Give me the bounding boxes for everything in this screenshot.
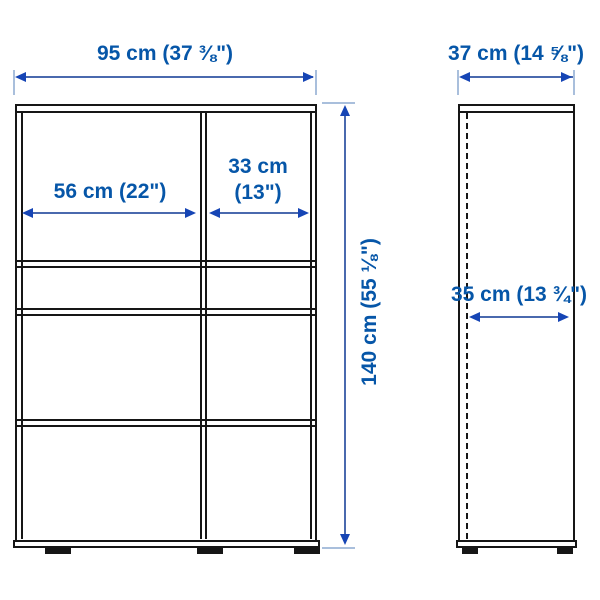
dim-extension-line [573,70,575,95]
side-foot-right [557,548,573,554]
front-shelf2-top-line [17,308,315,310]
arrow-right-icon [185,208,196,218]
dim-extension-line [315,70,317,95]
arrow-up-icon [340,105,350,116]
arrow-left-icon [209,208,220,218]
front-divider-line-left [200,113,202,539]
arrow-right-icon [298,208,309,218]
dim-extension-line [322,102,355,104]
front-top-panel-line [17,111,315,113]
side-outer-frame [458,104,575,548]
arrow-right-icon [303,72,314,82]
front-left-wall-inner-line [21,113,23,539]
front-shelf3-bottom-line [17,425,315,427]
dim-line [17,76,313,78]
front-shelf1-top-line [17,260,315,262]
dim-line [213,212,307,214]
side-base-plinth [456,540,577,548]
arrow-left-icon [15,72,26,82]
arrow-down-icon [340,534,350,545]
arrow-left-icon [459,72,470,82]
side-top-panel-line [460,111,573,113]
front-divider-line-right [205,113,207,539]
overall-width-label: 95 cm (37 ⅜") [96,42,234,65]
front-foot-left [45,548,71,554]
dim-line [344,109,346,540]
front-foot-right [294,548,320,554]
dim-line [473,316,567,318]
front-shelf1-bottom-line [17,266,315,268]
overall-height-label: 140 cm (55 ⅛") [357,238,381,386]
inner-depth-label: 35 cm (13 ¾") [450,283,588,306]
dim-line [26,212,194,214]
right-compartment-width-label-line1: 33 cm [228,155,288,178]
dim-extension-line [322,547,355,549]
front-shelf3-top-line [17,419,315,421]
arrow-left-icon [469,312,480,322]
dim-line [461,76,573,78]
front-right-wall-inner-line [310,113,312,539]
arrow-left-icon [22,208,33,218]
right-compartment-width-label-line2: (13") [234,181,282,204]
side-back-panel-dashed-line [466,113,468,539]
front-base-plinth [13,540,320,548]
side-foot-left [462,548,478,554]
left-compartment-width-label: 56 cm (22") [53,180,167,203]
front-shelf2-bottom-line [17,314,315,316]
arrow-right-icon [561,72,572,82]
overall-depth-label: 37 cm (14 ⅝") [447,42,585,65]
front-foot-center [197,548,223,554]
arrow-right-icon [558,312,569,322]
